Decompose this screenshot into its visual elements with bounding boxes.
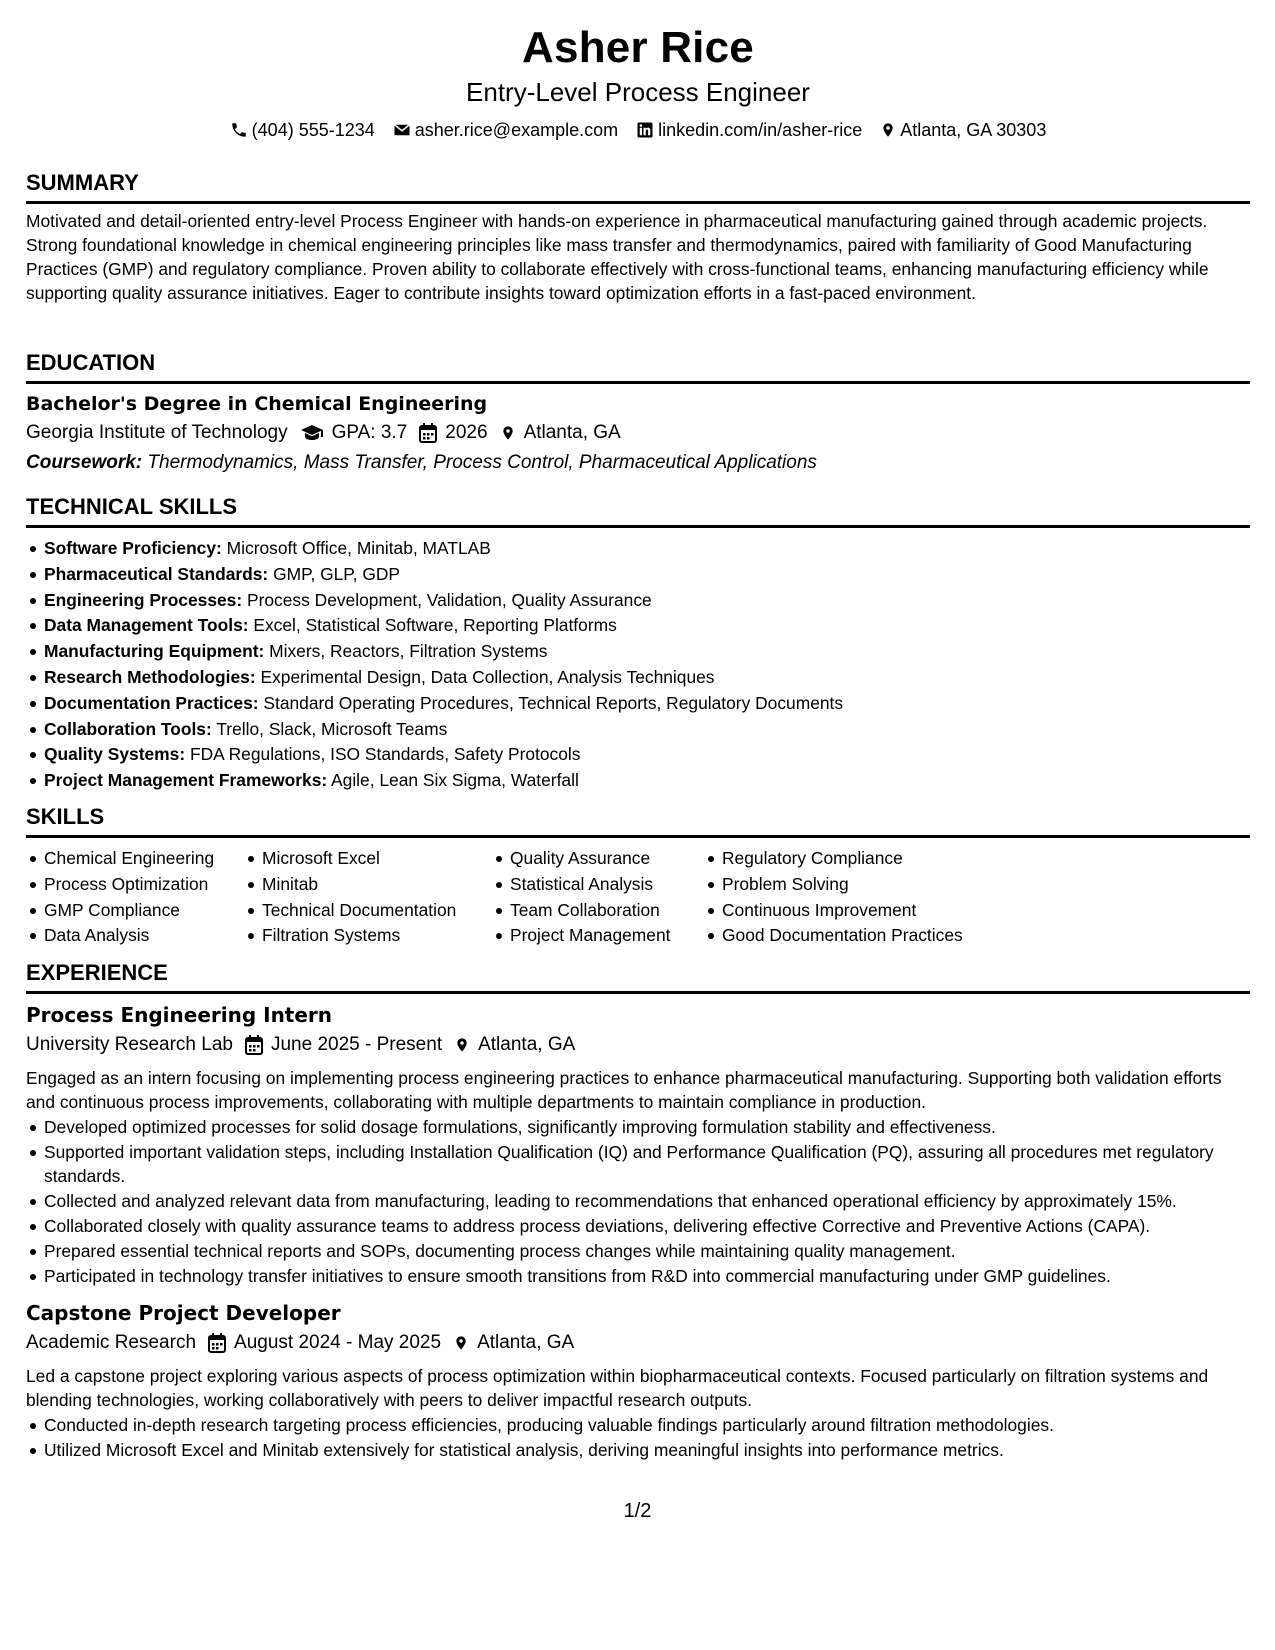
linkedin-text: linkedin.com/in/asher-rice (658, 120, 863, 140)
job-dates: June 2025 - Present (270, 1034, 443, 1055)
resume-header (26, 0, 1250, 143)
education-meta (26, 418, 1250, 448)
list-item: Regulatory Compliance (704, 846, 1004, 872)
list-item: Supported important validation steps, including Installation Qualification (IQ) and Performance Qualification (PQ), assuring all procedures met regulatory standards. (26, 1140, 1250, 1188)
linkedin-icon (636, 121, 654, 139)
list-item: Project Management (492, 923, 704, 949)
section-heading-skills: SKILLS (26, 802, 1250, 838)
skills-column (704, 846, 1004, 949)
phone-icon (230, 121, 248, 139)
list-item (26, 562, 1250, 588)
skill-values: FDA Regulations, ISO Standards, Safety Protocols (189, 744, 581, 765)
section-heading-technical-skills: TECHNICAL SKILLS (26, 492, 1250, 528)
contact-row (26, 117, 1250, 143)
education-section (26, 348, 1250, 478)
job-bullets (26, 1115, 1250, 1288)
list-item: Statistical Analysis (492, 872, 704, 898)
skill-values: Mixers, Reactors, Filtration Systems (269, 641, 548, 662)
list-item (26, 742, 1250, 768)
job-entry (26, 1000, 1250, 1288)
coursework-label: Coursework: (26, 452, 143, 473)
list-item: Participated in technology transfer initiatives to ensure smooth transitions from R&D into commercial manufacturing under GMP guidelines. (26, 1264, 1250, 1288)
candidate-name: Asher Rice (522, 23, 754, 72)
coursework (26, 448, 1250, 478)
resume-page (26, 0, 1250, 1460)
skill-values: Experimental Design, Data Collection, Analysis Techniques (260, 666, 715, 687)
list-item: Good Documentation Practices (704, 923, 1004, 949)
list-item: GMP Compliance (26, 898, 244, 924)
coursework-list: Thermodynamics, Mass Transfer, Process Control, Pharmaceutical Applications (147, 452, 817, 473)
list-item: Filtration Systems (244, 923, 492, 949)
list-item: Data Analysis (26, 923, 244, 949)
job-org: University Research Lab (26, 1034, 233, 1055)
candidate-title: Entry-Level Process Engineer (466, 77, 810, 107)
skill-values: Process Development, Validation, Quality Assurance (246, 589, 652, 610)
skill-values: Standard Operating Procedures, Technical Reports, Regulatory Documents (263, 692, 844, 713)
list-item: Microsoft Excel (244, 846, 492, 872)
graduation-cap-icon (300, 423, 324, 443)
job-bullets (26, 1413, 1250, 1462)
section-heading-education: EDUCATION (26, 348, 1250, 384)
skill-category: Quality Systems: (44, 744, 186, 765)
calendar-icon (419, 423, 437, 443)
job-entry (26, 1298, 1250, 1462)
skill-category: Research Methodologies: (44, 666, 256, 687)
list-item: Collected and analyzed relevant data from manufacturing, leading to recommendations that enhanced operational efficiency by approximately 15%. (26, 1189, 1250, 1213)
summary-section (26, 168, 1250, 305)
list-item: Technical Documentation (244, 898, 492, 924)
job-dates: August 2024 - May 2025 (234, 1332, 442, 1353)
map-pin-icon (453, 1333, 469, 1353)
skill-values: GMP, GLP, GDP (273, 563, 401, 584)
skill-values: Agile, Lean Six Sigma, Waterfall (331, 770, 579, 791)
job-location: Atlanta, GA (478, 1034, 576, 1055)
skills-column (244, 846, 492, 949)
contact-linkedin[interactable] (636, 117, 862, 143)
list-item: Utilized Microsoft Excel and Minitab extensively for statistical analysis, deriving meaningful insights into performance metrics. (26, 1438, 1250, 1462)
email-text: asher.rice@example.com (414, 120, 619, 140)
list-item: Process Optimization (26, 872, 244, 898)
skill-category: Manufacturing Equipment: (44, 641, 265, 662)
list-item: Prepared essential technical reports and SOPs, documenting process changes while maintaining quality management. (26, 1239, 1250, 1263)
contact-email[interactable] (393, 117, 618, 143)
list-item: Developed optimized processes for solid dosage formulations, significantly improving formulation stability and effectiveness. (26, 1115, 1250, 1139)
experience-section (26, 958, 1250, 1462)
list-item (26, 691, 1250, 717)
graduation-year: 2026 (445, 422, 488, 443)
job-description: Led a capstone project exploring various aspects of process optimization within biopharmaceutical contexts. Focused particularly on filtration systems and blending technologies, working collaboratively with peers to deliver impactful research outputs. (26, 1366, 1209, 1410)
job-meta (26, 1030, 1250, 1060)
job-title: Capstone Project Developer (26, 1301, 341, 1325)
page-number: 1/2 (623, 1500, 652, 1522)
location-text: Atlanta, GA 30303 (900, 120, 1047, 140)
job-meta (26, 1328, 1250, 1358)
job-location: Atlanta, GA (477, 1332, 575, 1353)
summary-text: Motivated and detail-oriented entry-level Process Engineer with hands-on experience in pharmaceutical manufacturing gained through academic projects. Strong foundational knowledge in chemical engineering principles like mass transfer and thermodynamics, paired with familiarity of Good Manufacturing Practices (GMP) and regulatory compliance. Proven ability to collaborate effectively with cross-functional teams, enhancing manufacturing efficiency while supporting quality assurance initiatives. Eager to contribute insights toward optimization efforts in a fast-paced environment. (26, 211, 1209, 303)
list-item (26, 536, 1250, 562)
calendar-icon (245, 1035, 263, 1055)
skill-values: Trello, Slack, Microsoft Teams (216, 718, 448, 739)
skill-values: Excel, Statistical Software, Reporting Platforms (253, 615, 617, 636)
list-item: Team Collaboration (492, 898, 704, 924)
job-description: Engaged as an intern focusing on implementing process engineering practices to enhance pharmaceutical manufacturing. Supporting both validation efforts and continuous process improvements, collaborating with multiple departments to maintain compliance in production. (26, 1068, 1222, 1112)
job-title: Process Engineering Intern (26, 1003, 333, 1027)
section-heading-summary: SUMMARY (26, 168, 1250, 204)
skill-values: Microsoft Office, Minitab, MATLAB (226, 538, 491, 558)
list-item: Collaborated closely with quality assurance teams to address process deviations, delivering effective Corrective and Preventive Actions (CAPA). (26, 1214, 1250, 1238)
section-heading-experience: EXPERIENCE (26, 958, 1250, 994)
list-item: Chemical Engineering (26, 846, 244, 872)
list-item: Conducted in-depth research targeting process efficiencies, producing valuable findings particularly around filtration methodologies. (26, 1413, 1250, 1437)
skill-category: Project Management Frameworks: (44, 770, 328, 791)
job-org: Academic Research (26, 1332, 197, 1353)
school-name: Georgia Institute of Technology (26, 422, 288, 443)
skill-category: Engineering Processes: (44, 589, 243, 610)
map-pin-icon (880, 121, 896, 139)
technical-skills-list (26, 536, 1250, 794)
list-item: Quality Assurance (492, 846, 704, 872)
calendar-icon (208, 1333, 226, 1353)
skill-category: Data Management Tools: (44, 615, 249, 636)
list-item (26, 639, 1250, 665)
skill-category: Pharmaceutical Standards: (44, 563, 269, 584)
list-item (26, 613, 1250, 639)
phone-text: (404) 555-1234 (251, 120, 375, 140)
list-item (26, 665, 1250, 691)
skills-column (26, 846, 244, 949)
skills-section (26, 802, 1250, 949)
list-item (26, 717, 1250, 743)
map-pin-icon (454, 1035, 470, 1055)
list-item: Continuous Improvement (704, 898, 1004, 924)
gpa-text: GPA: 3.7 (331, 422, 408, 443)
list-item (26, 768, 1250, 794)
envelope-icon (393, 121, 411, 139)
list-item: Minitab (244, 872, 492, 898)
skills-grid (26, 846, 1250, 949)
contact-phone[interactable] (230, 117, 375, 143)
map-pin-icon (500, 423, 516, 443)
skill-category: Documentation Practices: (44, 692, 259, 713)
technical-skills-section (26, 492, 1250, 794)
contact-location (880, 117, 1046, 143)
list-item: Problem Solving (704, 872, 1004, 898)
list-item (26, 588, 1250, 614)
skill-category: Collaboration Tools: (44, 718, 212, 739)
skill-category: Software Proficiency: (44, 538, 222, 558)
degree-title: Bachelor's Degree in Chemical Engineering (26, 393, 488, 415)
education-location: Atlanta, GA (523, 422, 621, 443)
skills-column (492, 846, 704, 949)
